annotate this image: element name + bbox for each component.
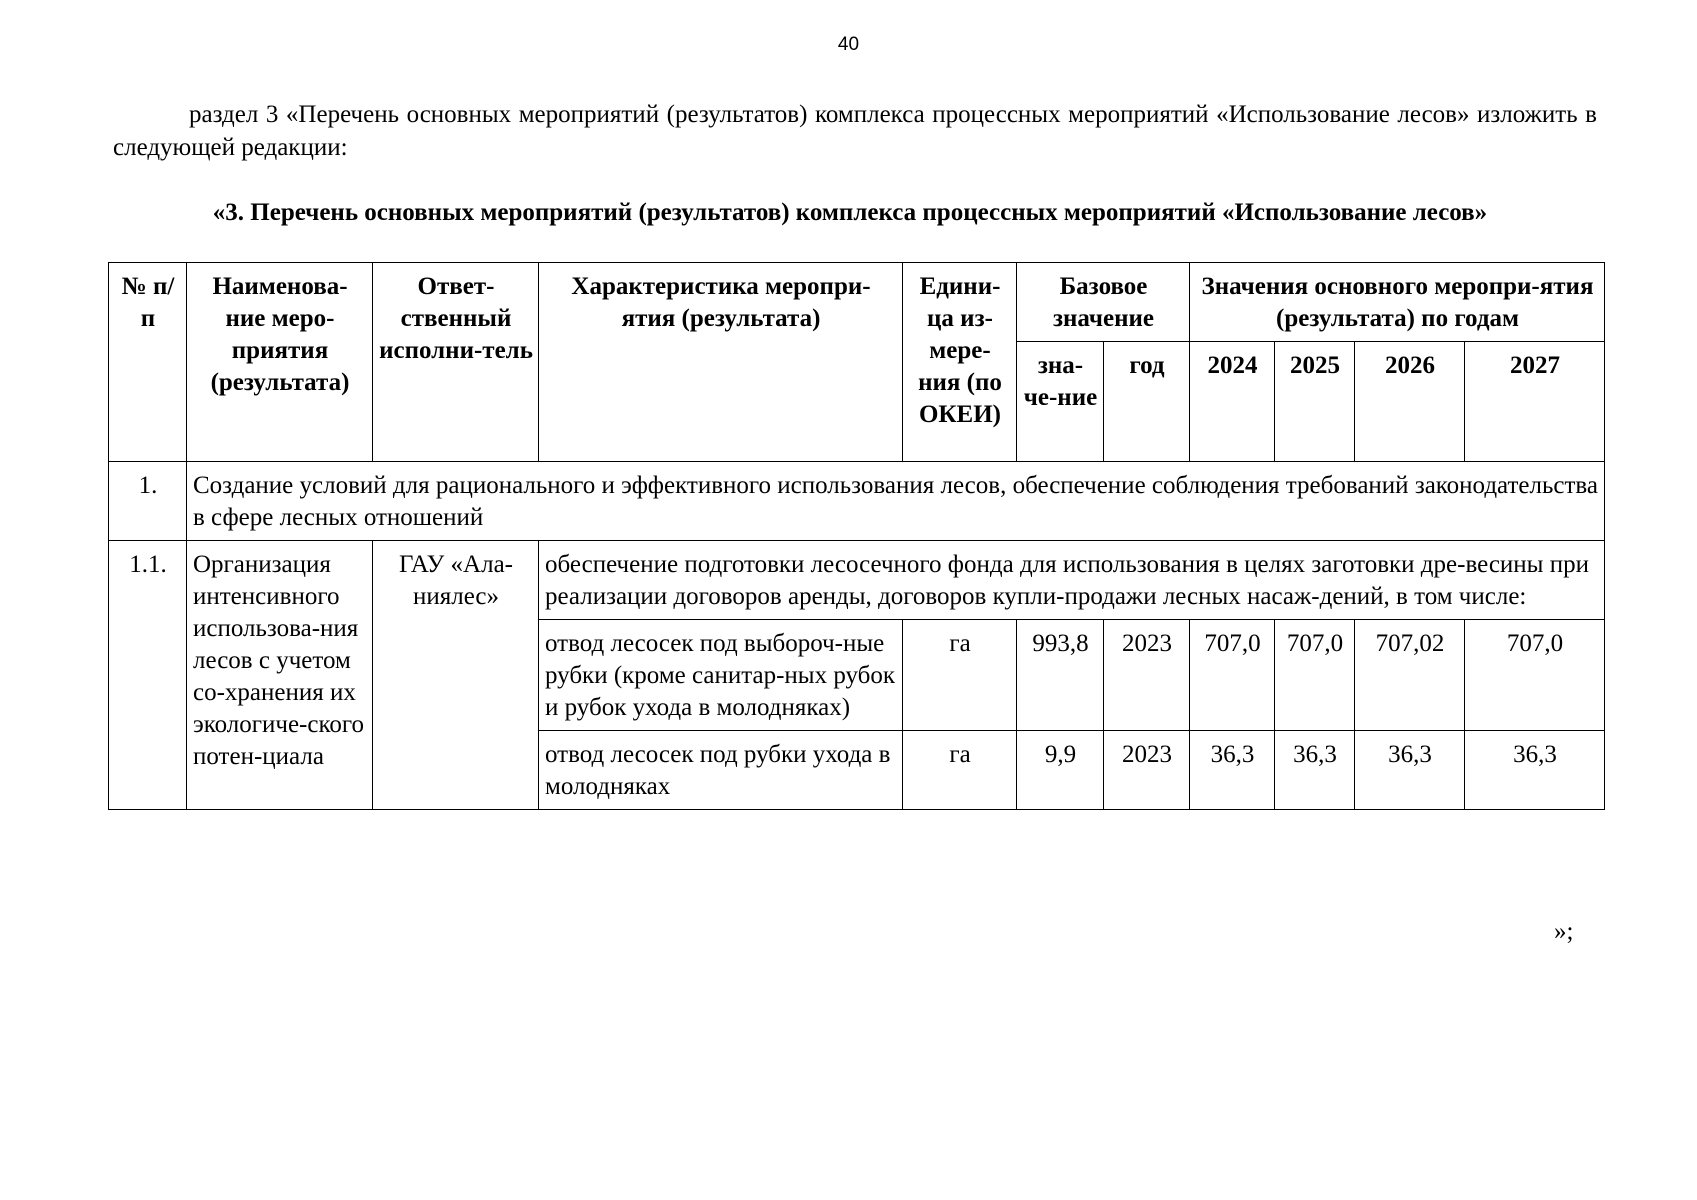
subrow-base-value: 993,8 (1017, 620, 1104, 731)
header-base-year: год (1104, 342, 1190, 462)
header-year-2025: 2025 (1275, 342, 1355, 462)
subrow-value-2025: 707,0 (1275, 620, 1355, 731)
subrow-unit: га (903, 620, 1017, 731)
item-description: обеспечение подготовки лесосечного фонда для использования в целях заготовки дре-весины при реализации договоров аренды, договоров купли-продажи лесных насаж-дений, в том числе: (539, 541, 1605, 620)
closing-quote-mark: »; (1554, 918, 1574, 945)
header-year-2026: 2026 (1355, 342, 1465, 462)
subrow-value-2024: 36,3 (1190, 731, 1275, 810)
header-year-2027: 2027 (1465, 342, 1605, 462)
subrow-value-2024: 707,0 (1190, 620, 1275, 731)
header-values-by-year: Значения основного меропри-ятия (результата) по годам (1190, 263, 1605, 342)
header-name: Наименова-ние меро-приятия (результата) (187, 263, 373, 462)
measures-table (108, 262, 1605, 810)
item-row (109, 541, 1605, 620)
subrow-value-2027: 707,0 (1465, 620, 1605, 731)
item-name: Организация интенсивного использова-ния лесов с учетом со-хранения их экологиче-ского потен-циала (187, 541, 373, 810)
subrow-value-2027: 36,3 (1465, 731, 1605, 810)
header-num: № п/п (109, 263, 187, 462)
subrow-unit: га (903, 731, 1017, 810)
section-title: «3. Перечень основных мероприятий (результатов) комплекса процессных мероприятий «Использование лесов» (212, 199, 1488, 226)
section-row (109, 462, 1605, 541)
subrow-characteristic: отвод лесосек под выбороч-ные рубки (кроме санитар-ных рубок и рубок ухода в молодняках) (539, 620, 903, 731)
subrow-base-year: 2023 (1104, 620, 1190, 731)
subrow-base-year: 2023 (1104, 731, 1190, 810)
header-base: Базовое значение (1017, 263, 1190, 342)
header-base-value: зна-че-ние (1017, 342, 1104, 462)
header-row-1 (109, 263, 1605, 342)
section-text: Создание условий для рационального и эффективного использования лесов, обеспечение соблюдения требований законодательства в сфере лесных отношений (187, 462, 1605, 541)
subrow-base-value: 9,9 (1017, 731, 1104, 810)
header-responsible: Ответ-ственный исполни-тель (373, 263, 539, 462)
header-characteristic: Характеристика меропри-ятия (результата) (539, 263, 903, 462)
section-num: 1. (109, 462, 187, 541)
header-unit: Едини-ца из-мере-ния (по ОКЕИ) (903, 263, 1017, 462)
item-num: 1.1. (109, 541, 187, 810)
item-responsible: ГАУ «Ала-ниялес» (373, 541, 539, 810)
header-year-2024: 2024 (1190, 342, 1275, 462)
subrow-value-2025: 36,3 (1275, 731, 1355, 810)
intro-paragraph: раздел 3 «Перечень основных мероприятий (результатов) комплекса процессных мероприятий «Использование лесов» изложить в следующей редакции: (113, 101, 1597, 161)
subrow-value-2026: 36,3 (1355, 731, 1465, 810)
subrow-characteristic: отвод лесосек под рубки ухода в молодняках (539, 731, 903, 810)
subrow-value-2026: 707,02 (1355, 620, 1465, 731)
page-number: 40 (837, 34, 860, 55)
